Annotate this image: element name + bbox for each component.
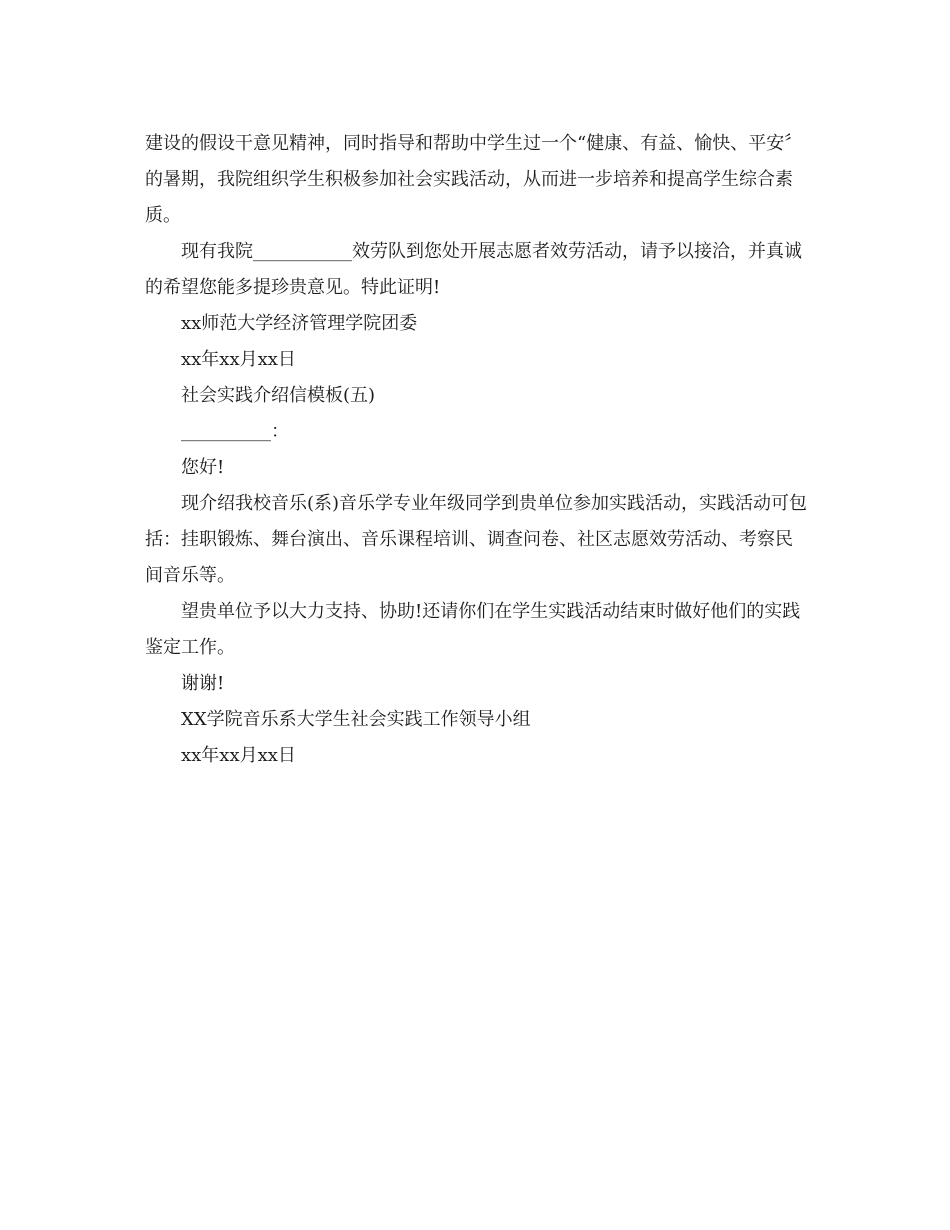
paragraph-request: 望贵单位予以大力支持、协助!还请你们在学生实践活动结束时做好他们的实践鉴定工作。 <box>145 601 801 658</box>
document-body <box>145 126 810 774</box>
paragraph-intro-continuation: 建设的假设干意见精神，同时指导和帮助中学生过一个“健康、有益、愉快、平安〞的暑期，我院组织学生积极参加社会实践活动，从而进一步培养和提高学生综合素质。 <box>145 133 803 226</box>
greeting: 您好! <box>181 457 225 478</box>
signature-organization: xx师范大学经济管理学院团委 <box>181 313 418 334</box>
closing-organization: XX学院音乐系大学生社会实践工作领导小组 <box>181 709 531 730</box>
section-heading: 社会实践介绍信模板(五) <box>181 385 376 406</box>
paragraph-introduction: 现介绍我校音乐(系)音乐学专业年级同学到贵单位参加实践活动，实践活动可包括：挂职锻炼、舞台演出、音乐课程培训、调查问卷、社区志愿效劳活动、考察民间音乐等。 <box>145 493 808 586</box>
salutation-recipient: __________： <box>181 421 289 442</box>
closing-date: xx年xx月xx日 <box>181 745 296 766</box>
paragraph-volunteer-team: 现有我院___________效劳队到您处开展志愿者效劳活动，请予以接洽，并真诚的希望您能多提珍贵意见。特此证明! <box>145 241 802 298</box>
signature-date: xx年xx月xx日 <box>181 349 296 370</box>
closing-thanks: 谢谢! <box>181 673 225 694</box>
